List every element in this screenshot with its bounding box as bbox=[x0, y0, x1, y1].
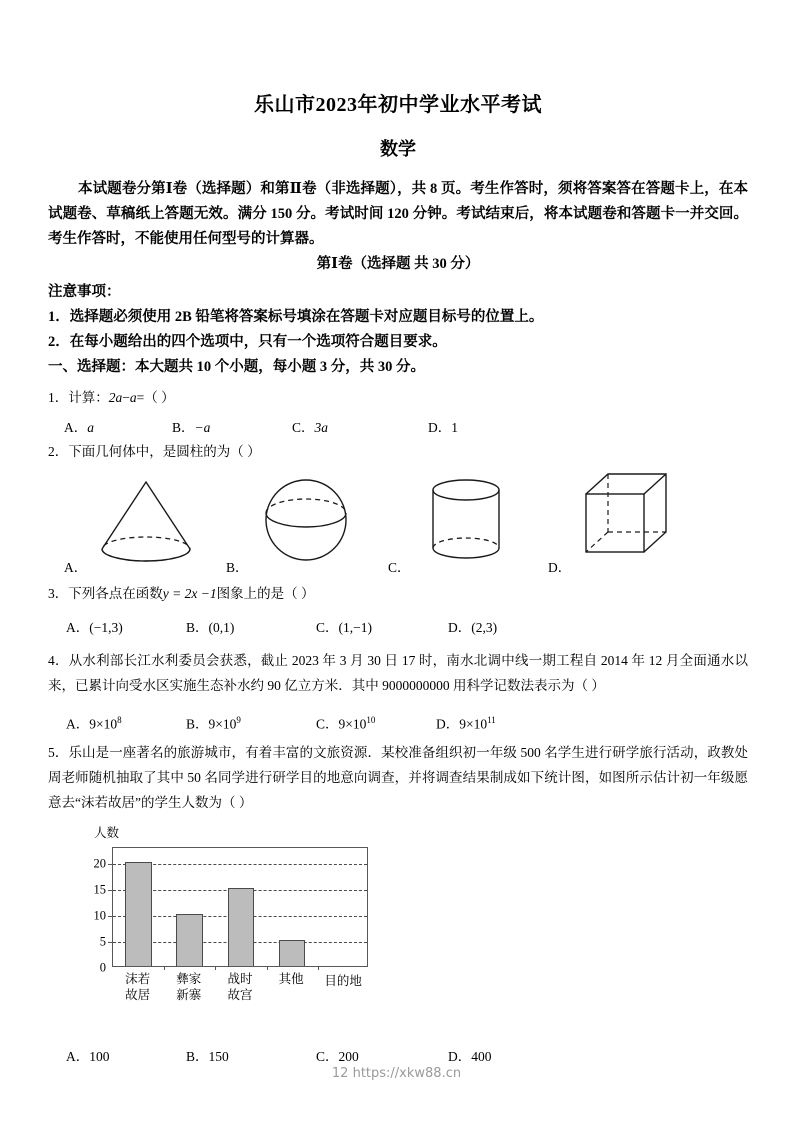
question-1-number: 1． bbox=[48, 390, 69, 405]
question-4-option-a[interactable] bbox=[66, 708, 122, 737]
question-1-math-a: 2a bbox=[108, 390, 123, 405]
chart-y-tick-label: 15 bbox=[93, 882, 106, 897]
option-value: 9×10 bbox=[208, 716, 237, 732]
cuboid-shape-icon bbox=[576, 468, 676, 577]
option-value: 100 bbox=[89, 1049, 110, 1064]
question-3-option-d[interactable] bbox=[448, 616, 497, 640]
chart-bar bbox=[125, 862, 152, 966]
chart-y-tick-mark bbox=[108, 864, 113, 865]
option-letter: B． bbox=[172, 420, 195, 435]
question-1-options bbox=[48, 410, 748, 440]
question-1-math-b: a bbox=[129, 390, 137, 405]
question-3-option-c[interactable] bbox=[316, 616, 372, 640]
question-3-suffix: 图象上的是（ ） bbox=[216, 586, 315, 601]
chart-x-label: 彝家 新寨 bbox=[176, 972, 202, 1002]
chart-x-separator bbox=[164, 966, 165, 970]
question-2-stem bbox=[48, 440, 748, 464]
solid-label-c: C． bbox=[388, 560, 411, 575]
question-1-prefix: 计算： bbox=[68, 390, 109, 405]
option-value: (2,3) bbox=[471, 620, 498, 635]
chart-plot-area bbox=[93, 847, 368, 975]
cylinder-shape-icon bbox=[416, 468, 516, 577]
question-3-prefix: 下列各点在函数 bbox=[68, 586, 163, 601]
question-4-options bbox=[48, 698, 748, 732]
question-4-stem bbox=[48, 640, 748, 698]
option-value: (−1,3) bbox=[89, 620, 123, 635]
chart-x-separator bbox=[215, 966, 216, 970]
question-1-option-b[interactable] bbox=[172, 416, 210, 440]
chart-y-tick-label: 10 bbox=[93, 908, 106, 923]
question-5-bar-chart bbox=[48, 821, 748, 1031]
option-letter: B． bbox=[186, 1049, 209, 1064]
option-letter: A． bbox=[66, 716, 90, 732]
chart-x-axis-title: 目的地 bbox=[324, 974, 362, 988]
solid-label-b: B． bbox=[226, 560, 249, 575]
question-1-math-eq: =（ ） bbox=[136, 390, 175, 405]
question-2-number: 2． bbox=[48, 444, 69, 459]
option-letter: B． bbox=[186, 716, 209, 732]
option-letter: B． bbox=[186, 620, 209, 635]
option-exponent: 8 bbox=[117, 715, 122, 725]
chart-y-tick-label: 0 bbox=[99, 960, 106, 975]
section-heading-choice: 一、选择题：本大题共 10 个小题，每小题 3 分，共 30 分。 bbox=[48, 359, 425, 375]
chart-y-tick-mark bbox=[108, 942, 113, 943]
question-5-stem bbox=[48, 732, 748, 815]
option-exponent: 9 bbox=[236, 715, 241, 725]
option-letter: C． bbox=[292, 420, 315, 435]
question-2-figure-row bbox=[48, 468, 748, 576]
solid-label-d: D． bbox=[548, 560, 572, 575]
notice-item-1: 1．选择题必须使用 2B 铅笔将答案标号填涂在答题卡对应题目标号的位置上。 bbox=[48, 309, 544, 325]
question-3-math: y = 2x −1 bbox=[162, 586, 217, 601]
question-4-option-b[interactable] bbox=[186, 708, 241, 737]
question-4-option-c[interactable] bbox=[316, 708, 375, 737]
option-value: 150 bbox=[208, 1049, 229, 1064]
option-value: 400 bbox=[471, 1049, 492, 1064]
question-4-option-d[interactable] bbox=[436, 708, 496, 737]
option-letter: A． bbox=[64, 420, 88, 435]
option-exponent: 10 bbox=[366, 715, 376, 725]
intro-paragraph: 本试题卷分第Ⅰ卷（选择题）和第Ⅱ卷（非选择题），共 8 页。考生作答时，须将答案答在答题卡上，在本试题卷、草稿纸上答题无效。满分 150 分。考试时间 120 分钟。考试结束后，将本试题卷和答题卡一并交回。考生作答时，不能使用任何型号的计算器。 bbox=[48, 181, 748, 247]
page-content bbox=[48, 0, 748, 1069]
question-2-text: 下面几何体中，是圆柱的为（ ） bbox=[68, 444, 261, 459]
paper-part-heading: 第Ⅰ卷（选择题 共 30 分） bbox=[316, 256, 480, 272]
chart-bar bbox=[228, 888, 255, 966]
option-value: 9×10 bbox=[459, 716, 488, 732]
question-4-text: 从水利部长江水利委员会获悉，截止 2023 年 3 月 30 日 17 时，南水北调中线一期工程自 2014 年 12 月全面通水以来，已累计向受水区实施生态补水约 90 亿立方米．其中 9000000000 用科学记数法表示为（ ） bbox=[48, 653, 749, 693]
option-letter: C． bbox=[316, 716, 339, 732]
question-4-number: 4． bbox=[48, 653, 69, 668]
option-value: 1 bbox=[451, 420, 458, 435]
option-value: (1,−1) bbox=[338, 620, 372, 635]
option-value: 3a bbox=[314, 420, 329, 435]
question-3-options bbox=[48, 606, 748, 640]
chart-x-label: 其他 bbox=[278, 972, 304, 986]
question-3-option-b[interactable] bbox=[186, 616, 234, 640]
option-letter: D． bbox=[448, 1049, 472, 1064]
question-3-number: 3． bbox=[48, 586, 69, 601]
page-title: 乐山市2023年初中学业水平考试 bbox=[254, 94, 542, 116]
chart-x-label: 沫若 故居 bbox=[125, 972, 151, 1002]
footer-watermark: 12 https://xkw88.cn bbox=[331, 1066, 462, 1081]
option-letter: D． bbox=[448, 620, 472, 635]
question-3-stem bbox=[48, 576, 748, 606]
option-value: 9×10 bbox=[89, 716, 118, 732]
question-5-options bbox=[48, 1031, 748, 1069]
chart-x-label: 战时 故宫 bbox=[227, 972, 253, 1002]
option-value: (0,1) bbox=[208, 620, 235, 635]
question-1-stem bbox=[48, 380, 748, 410]
option-value: 200 bbox=[338, 1049, 359, 1064]
option-value: −a bbox=[194, 420, 211, 435]
chart-y-tick-mark bbox=[108, 916, 113, 917]
chart-y-tick-label: 20 bbox=[93, 856, 106, 871]
chart-y-axis-label: 人数 bbox=[94, 826, 120, 840]
option-exponent: 11 bbox=[487, 715, 496, 725]
question-5-number: 5． bbox=[48, 745, 69, 760]
option-value: a bbox=[87, 420, 94, 435]
question-1-math-minus: − bbox=[122, 390, 130, 405]
notice-item-2: 2．在每小题给出的四个选项中，只有一个选项符合题目要求。 bbox=[48, 334, 447, 350]
chart-y-tick-label: 5 bbox=[99, 934, 106, 949]
cone-shape-icon bbox=[92, 468, 200, 577]
chart-x-separator bbox=[318, 966, 319, 970]
solid-label-a: A． bbox=[64, 560, 88, 575]
question-1-option-d[interactable] bbox=[428, 416, 458, 440]
option-letter: C． bbox=[316, 1049, 339, 1064]
option-letter: D． bbox=[428, 420, 452, 435]
question-3-option-a[interactable] bbox=[66, 616, 123, 640]
question-1-option-a[interactable] bbox=[64, 416, 94, 440]
option-letter: C． bbox=[316, 620, 339, 635]
subject-title: 数学 bbox=[380, 139, 416, 159]
question-1-option-c[interactable] bbox=[292, 416, 328, 440]
chart-x-separator bbox=[267, 966, 268, 970]
option-value: 9×10 bbox=[338, 716, 367, 732]
sphere-shape-icon bbox=[254, 468, 358, 577]
question-5-text: 乐山是一座著名的旅游城市，有着丰富的文旅资源．某校准备组织初一年级 500 名学生进行研学旅行活动，政教处周老师随机抽取了其中 50 名同学进行研学目的地意向调查，并将调查结果制成如下统计图，如图所示估计初一年级愿意去“沫若故居”的学生人数为（ ） bbox=[48, 745, 748, 810]
notice-title: 注意事项： bbox=[48, 284, 121, 300]
chart-bar bbox=[279, 940, 306, 966]
option-letter: D． bbox=[436, 716, 460, 732]
option-letter: A． bbox=[66, 1049, 90, 1064]
chart-bar bbox=[176, 914, 203, 966]
option-letter: A． bbox=[66, 620, 90, 635]
chart-y-tick-mark bbox=[108, 890, 113, 891]
